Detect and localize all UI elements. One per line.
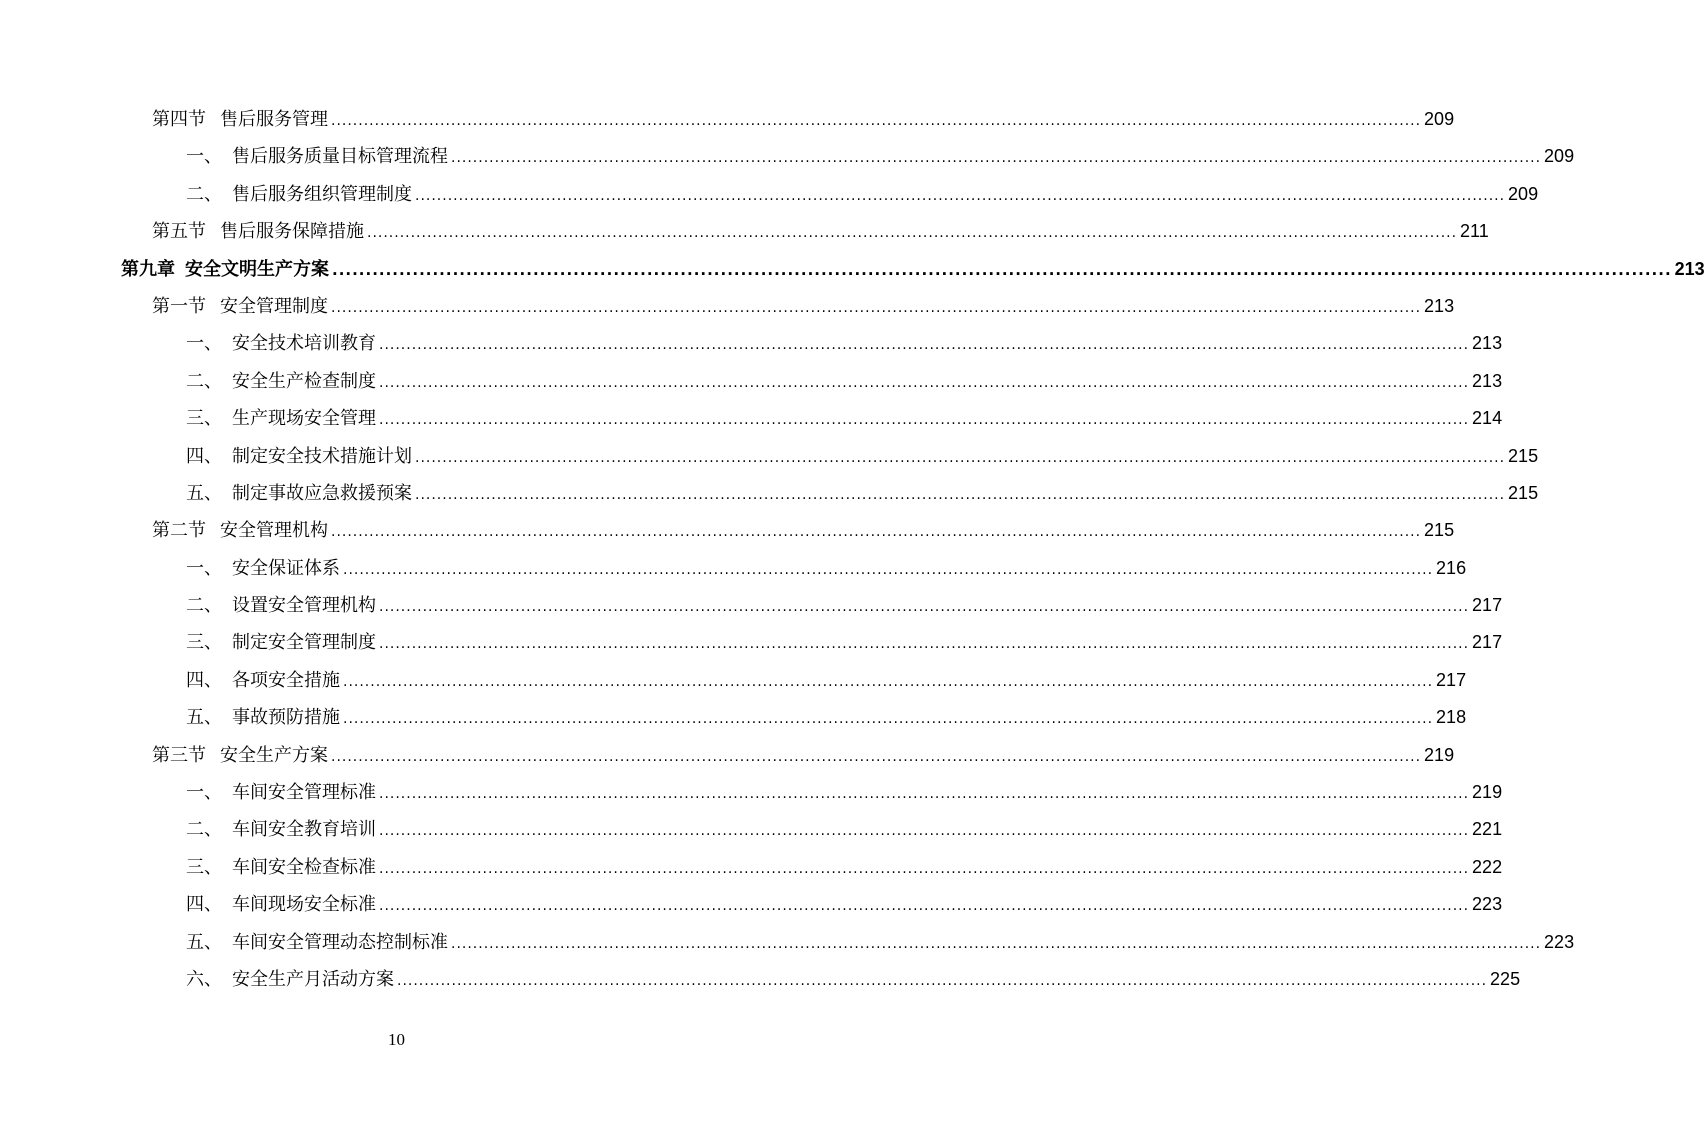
toc-entry-title: 售后服务管理 — [220, 109, 328, 130]
toc-dot-leader: ........................................................................................................................................................................................................ — [379, 898, 1470, 915]
toc-dot-leader: ........................................................................................................................................................................................................ — [367, 225, 1458, 242]
toc-entry-page: 219 — [1472, 782, 1503, 803]
toc-entry-page: 213 — [1424, 295, 1455, 316]
toc-dot-leader: ........................................................................................................................................................................................................ — [379, 412, 1470, 429]
toc-entry-title: 安全技术培训教育 — [232, 333, 376, 355]
toc-entry-page: 223 — [1544, 931, 1575, 952]
toc-entry-label — [186, 924, 448, 961]
toc-entry-page: 217 — [1472, 632, 1503, 653]
toc-entry-item[interactable] — [0, 550, 1467, 587]
toc-dot-leader: ........................................................................................................................................................................................................ — [331, 524, 1422, 541]
toc-entry-item[interactable] — [0, 587, 1503, 624]
toc-entry-title: 售后服务组织管理制度 — [232, 183, 412, 205]
toc-entry-number: 二、 — [186, 819, 222, 841]
toc-entry-item[interactable] — [0, 886, 1503, 923]
toc-entry-item[interactable] — [0, 961, 1521, 998]
toc-dot-leader: ........................................................................................................................................................................................................ — [379, 599, 1470, 616]
toc-entry-number: 五、 — [186, 931, 222, 953]
toc-dot-leader: ........................................................................................................................................................................................................ — [343, 561, 1434, 578]
toc-entry-number: 三、 — [186, 408, 222, 430]
toc-entry-label — [186, 587, 376, 624]
toc-entry-section[interactable] — [0, 512, 1455, 549]
toc-entry-label — [186, 400, 376, 437]
toc-entry-number: 五、 — [186, 482, 222, 504]
toc-entry-label — [152, 737, 328, 774]
toc-entry-page: 216 — [1436, 557, 1467, 578]
toc-entry-page: 219 — [1424, 744, 1455, 765]
toc-entry-page: 217 — [1436, 669, 1467, 690]
toc-entry-label — [186, 774, 376, 811]
toc-entry-page: 222 — [1472, 856, 1503, 877]
toc-entry-title: 制定事故应急救援预案 — [232, 482, 412, 504]
toc-entry-chapter[interactable] — [0, 251, 1705, 288]
page-number: 10 — [388, 1030, 405, 1049]
toc-entry-number: 第一节 — [152, 295, 206, 317]
toc-entry-title: 车间现场安全标准 — [232, 894, 376, 916]
toc-entry-page: 215 — [1508, 482, 1539, 503]
toc-entry-page: 217 — [1472, 595, 1503, 616]
toc-entry-section[interactable] — [0, 213, 1489, 250]
toc-entry-number: 四、 — [186, 669, 222, 691]
toc-entry-item[interactable] — [0, 438, 1539, 475]
toc-entry-number: 六、 — [186, 968, 222, 990]
toc-entry-label — [186, 475, 412, 512]
toc-entry-label — [186, 176, 412, 213]
toc-entry-page: 211 — [1460, 221, 1489, 242]
toc-entry-item[interactable] — [0, 176, 1539, 213]
toc-entry-title: 安全管理制度 — [220, 295, 328, 317]
toc-entry-item[interactable] — [0, 699, 1467, 736]
toc-entry-title: 安全管理机构 — [220, 520, 328, 542]
toc-dot-leader: ........................................................................................................................................................................................................ — [379, 636, 1470, 653]
toc-dot-leader: ........................................................................................................................................................................................................ — [415, 486, 1506, 503]
toc-entry-label — [186, 550, 340, 587]
toc-entry-item[interactable] — [0, 475, 1539, 512]
toc-entry-label — [152, 512, 328, 549]
toc-entry-title: 安全保证体系 — [232, 557, 340, 579]
toc-dot-leader: ........................................................................................................................................................................................................ — [415, 187, 1506, 204]
toc-entry-number: 二、 — [186, 183, 222, 205]
toc-entry-page: 225 — [1490, 968, 1521, 989]
toc-entry-item[interactable] — [0, 624, 1503, 661]
toc-entry-page: 209 — [1508, 183, 1539, 204]
toc-dot-leader: ........................................................................................................................................................................................................ — [331, 299, 1422, 316]
toc-dot-leader: ........................................................................................................................................................................................................ — [451, 150, 1542, 167]
toc-entry-page: 218 — [1436, 707, 1467, 728]
toc-entry-section[interactable] — [0, 101, 1455, 138]
toc-entry-title: 各项安全措施 — [232, 669, 340, 691]
toc-entry-label — [152, 288, 328, 325]
toc-dot-leader: ........................................................................................................................................................................................................ — [343, 711, 1434, 728]
toc-entry-title: 设置安全管理机构 — [232, 595, 376, 617]
toc-entry-title: 车间安全管理标准 — [232, 782, 376, 804]
toc-entry-label — [186, 662, 340, 699]
toc-entry-page: 223 — [1472, 894, 1503, 915]
toc-entry-title: 车间安全检查标准 — [232, 856, 376, 878]
toc-entry-number: 三、 — [186, 856, 222, 878]
toc-entry-number: 第二节 — [152, 520, 206, 542]
toc-dot-leader: ........................................................................................................................................................................................................ — [343, 673, 1434, 690]
toc-dot-leader: ........................................................................................................................................................................................................ — [331, 113, 1422, 129]
toc-entry-number: 二、 — [186, 595, 222, 617]
toc-entry-label — [121, 251, 329, 288]
toc-entry-item[interactable] — [0, 849, 1503, 886]
toc-dot-leader: ........................................................................................................................................................................................................ — [379, 374, 1470, 391]
toc-entry-number: 二、 — [186, 370, 222, 392]
toc-entry-label — [186, 699, 340, 736]
toc-entry-item[interactable] — [0, 400, 1503, 437]
toc-dot-leader: ........................................................................................................................................................................................................ — [397, 972, 1488, 989]
toc-dot-leader: ........................................................................................................................................................................................................ — [379, 786, 1470, 803]
toc-entry-page: 215 — [1508, 445, 1539, 466]
toc-entry-label — [186, 886, 376, 923]
toc-entry-number: 一、 — [186, 333, 222, 355]
toc-entry-item[interactable] — [0, 924, 1575, 961]
toc-dot-leader: ........................................................................................................................................................................................................ — [332, 260, 1672, 279]
toc-dot-leader: ........................................................................................................................................................................................................ — [379, 860, 1470, 877]
toc-entry-title: 车间安全教育培训 — [232, 819, 376, 841]
toc-entry-label — [152, 101, 328, 138]
toc-entry-page: 221 — [1472, 819, 1503, 840]
table-of-contents — [0, 101, 1705, 998]
toc-dot-leader: ........................................................................................................................................................................................................ — [379, 823, 1470, 840]
toc-entry-title: 安全生产月活动方案 — [232, 968, 394, 990]
toc-entry-title: 制定安全管理制度 — [232, 632, 376, 654]
toc-entry-number: 第三节 — [152, 744, 206, 766]
toc-entry-page: 213 — [1472, 333, 1503, 354]
toc-entry-page: 209 — [1424, 109, 1455, 129]
toc-entry-title: 安全生产检查制度 — [232, 370, 376, 392]
toc-entry-title: 售后服务保障措施 — [220, 221, 364, 243]
toc-entry-label — [186, 325, 376, 362]
toc-entry-item[interactable] — [0, 662, 1467, 699]
toc-entry-label — [186, 624, 376, 661]
toc-dot-leader: ........................................................................................................................................................................................................ — [415, 449, 1506, 466]
toc-entry-label — [186, 438, 412, 475]
toc-entry-page: 215 — [1424, 520, 1455, 541]
toc-entry-label — [186, 363, 376, 400]
toc-entry-page: 209 — [1544, 146, 1575, 167]
toc-entry-number: 第五节 — [152, 221, 206, 243]
toc-entry-item[interactable] — [0, 138, 1575, 175]
toc-entry-item[interactable] — [0, 811, 1503, 848]
toc-entry-title: 生产现场安全管理 — [232, 408, 376, 430]
toc-entry-title: 车间安全管理动态控制标准 — [232, 931, 448, 953]
toc-entry-number: 一、 — [186, 782, 222, 804]
toc-entry-item[interactable] — [0, 774, 1503, 811]
toc-entry-label — [186, 961, 394, 998]
toc-entry-page: 214 — [1472, 408, 1503, 429]
toc-entry-section[interactable] — [0, 288, 1455, 325]
toc-entry-label — [186, 811, 376, 848]
toc-entry-number: 三、 — [186, 632, 222, 654]
toc-entry-number: 一、 — [186, 146, 222, 168]
toc-entry-title: 售后服务质量目标管理流程 — [232, 146, 448, 168]
toc-dot-leader: ........................................................................................................................................................................................................ — [331, 748, 1422, 765]
toc-entry-label — [186, 849, 376, 886]
toc-entry-title: 事故预防措施 — [232, 707, 340, 729]
toc-entry-number: 第九章 — [121, 258, 175, 280]
toc-entry-title: 制定安全技术措施计划 — [232, 445, 412, 467]
toc-entry-item[interactable] — [0, 363, 1503, 400]
toc-entry-section[interactable] — [0, 737, 1455, 774]
toc-entry-number: 第四节 — [152, 109, 206, 130]
toc-entry-number: 一、 — [186, 557, 222, 579]
toc-entry-page: 213 — [1472, 370, 1503, 391]
toc-entry-number: 五、 — [186, 707, 222, 729]
toc-dot-leader: ........................................................................................................................................................................................................ — [379, 337, 1470, 354]
toc-entry-number: 四、 — [186, 894, 222, 916]
toc-entry-label — [186, 138, 448, 175]
toc-entry-number: 四、 — [186, 445, 222, 467]
toc-entry-label — [152, 213, 364, 250]
toc-entry-item[interactable] — [0, 325, 1503, 362]
toc-entry-title: 安全文明生产方案 — [185, 258, 329, 280]
toc-entry-page: 213 — [1674, 258, 1705, 279]
toc-dot-leader: ........................................................................................................................................................................................................ — [451, 935, 1542, 952]
toc-entry-title: 安全生产方案 — [220, 744, 328, 766]
